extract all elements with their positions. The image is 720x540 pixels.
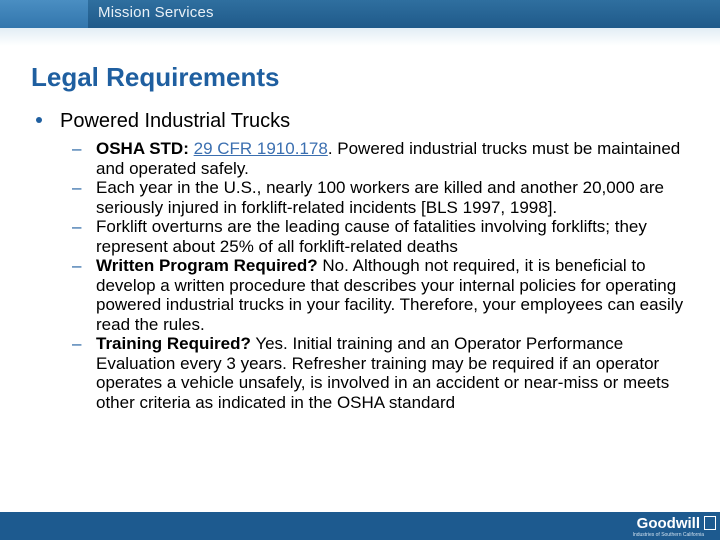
sub-bullet-text: Forklift overturns are the leading cause of fatalities involving forklifts; they represent about 25% of all forklift-related deaths <box>96 217 647 256</box>
sub-bullet <box>72 217 692 256</box>
goodwill-logo-icon <box>704 516 716 530</box>
bullet-icon <box>36 117 42 123</box>
osha-standard-link[interactable]: 29 CFR 1910.178 <box>193 139 328 158</box>
header-accent <box>0 0 88 28</box>
sub-bullet-text <box>96 139 692 178</box>
sub-bullet <box>72 139 692 178</box>
goodwill-logo: Goodwill <box>636 515 700 532</box>
item-label: Written Program Required? <box>96 256 318 275</box>
section-name: Mission Services <box>98 4 214 21</box>
header-bar <box>0 0 720 28</box>
slide-title: Legal Requirements <box>31 62 280 92</box>
main-bullet <box>36 110 290 133</box>
main-bullet-text: Powered Industrial Trucks <box>60 110 291 132</box>
sub-bullet-list <box>72 139 692 412</box>
goodwill-tagline: Industries of Southern California <box>632 532 704 538</box>
dash-icon: – <box>72 178 82 197</box>
sub-bullet-text <box>96 334 692 412</box>
sub-bullet <box>72 178 692 217</box>
item-text: No. Although not required, it is beneficial to develop a written procedure that describes your internal policies for operating powered industrial trucks in your facility. Therefore, your employees can easily read the rules. <box>96 256 684 334</box>
footer-bar <box>0 512 720 540</box>
item-label: Training Required? <box>96 334 251 353</box>
sub-bullet-text <box>96 256 692 334</box>
dash-icon: – <box>72 139 82 158</box>
dash-icon: – <box>72 217 82 236</box>
sub-bullet-text: Each year in the U.S., nearly 100 workers are killed and another 20,000 are seriously injured in forklift-related incidents [BLS 1997, 1998]. <box>96 178 664 217</box>
item-text: Yes. Initial training and an Operator Performance Evaluation every 3 years. Refresher training may be required if an operator operates a vehicle unsafely, is involved in an accident or near-miss or meets other criteria as indicated in the OSHA standard <box>96 334 670 412</box>
dash-icon: – <box>72 256 82 275</box>
item-text: . Powered industrial trucks must be maintained and operated safely. <box>96 139 681 178</box>
sub-bullet <box>72 334 692 412</box>
sub-bullet <box>72 256 692 334</box>
header-gradient-band <box>0 28 720 46</box>
item-label: OSHA STD: <box>96 139 189 158</box>
dash-icon: – <box>72 334 82 353</box>
